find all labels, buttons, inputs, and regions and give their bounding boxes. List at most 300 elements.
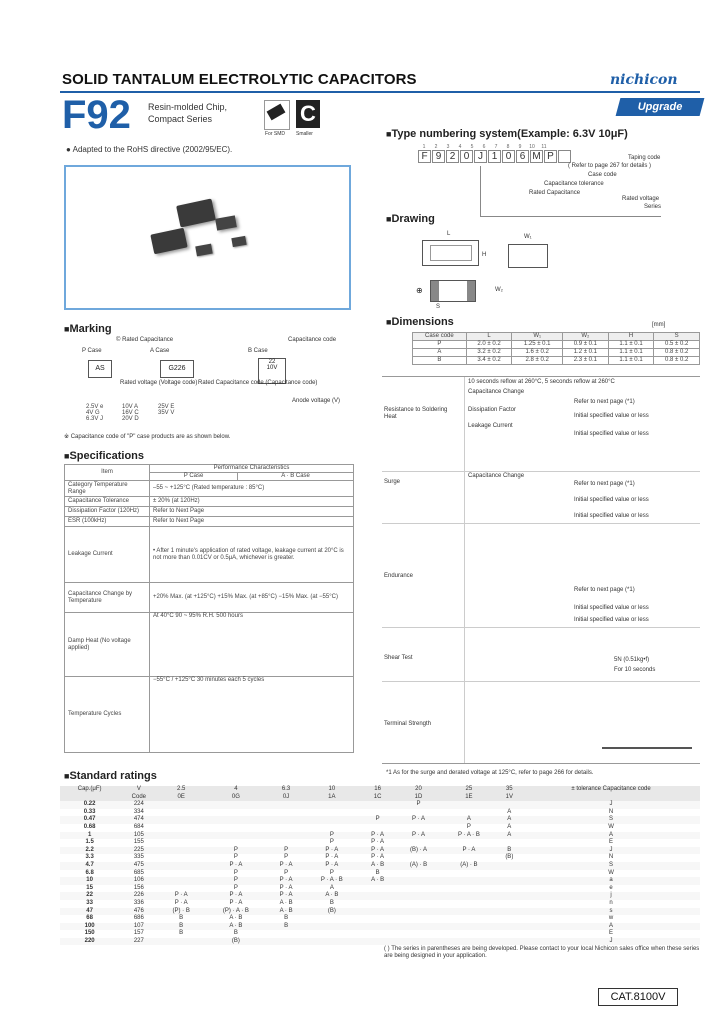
test-endurance: Endurance (384, 573, 414, 579)
ratings-cap-cell: 10 (60, 877, 119, 885)
ratings-value-cell (441, 870, 496, 878)
ratings-value-cell (396, 854, 442, 862)
ratings-code-cell: 224 (119, 801, 158, 809)
ratings-value-cell: A (441, 816, 496, 824)
ratings-vcode-header: 1E (441, 794, 496, 802)
test-resistance: Resistance to Soldering Heat (384, 407, 448, 420)
ratings-value-cell (268, 816, 304, 824)
test-initial-lc-3: Initial specified value or less (574, 617, 649, 623)
spec-val-cycles: −55°C / +125°C 30 minutes each 5 cycles (150, 677, 354, 753)
marking-capacitance-code: Capacitance code (288, 337, 337, 343)
type-number-index: 10 (529, 144, 535, 150)
ratings-value-cell: A · B (359, 862, 395, 870)
ratings-value-cell (441, 908, 496, 916)
ratings-value-cell (441, 877, 496, 885)
ratings-value-cell (304, 824, 359, 832)
test-initial-df-3: Initial specified value or less (574, 605, 649, 611)
ratings-value-cell: P · A (359, 832, 395, 840)
ratings-value-cell (204, 801, 268, 809)
ratings-value-cell: P · A (174, 899, 188, 906)
tests-footnote: *1 As for the surge and derated voltage at 125°C, refer to page 266 for details. (386, 770, 594, 776)
ratings-value-cell: n (609, 899, 613, 906)
dimensions-header-cell: S (654, 333, 700, 341)
spec-val-lc: • After 1 minute's application of rated voltage, leakage current at 20°C is not more than 0.01CV or 0.5μA, whichever is greater. (150, 527, 354, 583)
ratings-cap-cell: 0.68 (83, 823, 96, 830)
ratings-code-cell: 106 (119, 877, 158, 885)
voltage-code-entry: 2.5V e (86, 404, 104, 410)
ratings-cap-cell: 100 (60, 923, 119, 931)
type-number-char: P (544, 150, 557, 163)
rohs-text: Adapted to the RoHS directive (2002/95/EC). (72, 145, 233, 154)
ratings-value-cell (441, 930, 496, 938)
ratings-vcode-header: 1V (497, 794, 523, 802)
ratings-value-cell: A (497, 816, 523, 824)
ratings-value-cell: J (522, 938, 700, 946)
dimensions-header-cell: H (608, 333, 654, 341)
test-refer-2: Refer to next page (*1) (574, 481, 635, 487)
ratings-value-cell: P · A (304, 847, 359, 855)
drawing-heading: ■ Drawing (386, 213, 435, 225)
spec-val-esr: Refer to Next Page (150, 517, 354, 527)
ratings-value-cell: W (608, 823, 614, 830)
ratings-value-cell (396, 900, 442, 908)
ratings-value-cell (268, 938, 304, 946)
bullet-icon: ● (66, 145, 73, 154)
ratings-value-cell (497, 839, 523, 847)
ratings-cap-cell: 0.22 (60, 801, 119, 809)
test-initial-df-2: Initial specified value or less (574, 497, 649, 503)
ratings-value-cell: P (284, 869, 289, 876)
ratings-value-cell: B (329, 899, 334, 906)
ratings-value-cell (359, 824, 395, 832)
voltage-code-entry: 10V A (122, 404, 139, 410)
smaller-badge-icon: C (296, 100, 320, 128)
voltage-code-entry: 6.3V J (86, 416, 104, 422)
dimensions-cell: 1.2 ± 0.1 (563, 349, 609, 357)
ratings-code-cell: 227 (119, 938, 158, 946)
ratings-value-cell: P · A (396, 832, 442, 840)
smd-badge-icon (264, 100, 290, 130)
ratings-value-cell (158, 877, 204, 885)
voltage-code-entry: 4V G (86, 410, 100, 416)
ratings-value-cell (441, 923, 496, 931)
p-case-chip (88, 360, 112, 378)
ratings-voltage-header: 4 (204, 786, 268, 794)
dimensions-header-cell: Case code (413, 333, 467, 341)
taping-code-ref: ( Refer to page 267 for details ) (568, 163, 652, 169)
test-initial-df-1: Initial specified value or less (574, 413, 649, 419)
ratings-value-cell (441, 854, 496, 862)
ratings-value-cell (396, 908, 442, 916)
ratings-value-cell (359, 908, 395, 916)
ratings-value-cell (441, 900, 496, 908)
ratings-value-cell: B (179, 915, 184, 922)
ratings-value-cell: A (497, 832, 523, 840)
test-shear: Shear Test (384, 655, 413, 661)
ratings-value-cell: B (284, 915, 289, 922)
ratings-value-cell (359, 938, 395, 946)
dimensions-cell: 1.6 ± 0.2 (512, 349, 563, 357)
dimensions-header-cell: L (466, 333, 512, 341)
marking-note: ※ Capacitance code of "P" case products are as shown below. (64, 434, 231, 440)
dimensions-cell: 3.2 ± 0.2 (466, 349, 512, 357)
ratings-value-cell: P · A · B (304, 877, 359, 885)
b-case-code-1: 22 (268, 359, 276, 365)
ratings-value-cell (396, 885, 442, 893)
ratings-blank (60, 794, 119, 802)
ratings-vcode-header: 1C (359, 794, 395, 802)
spec-item-header: Item (65, 465, 150, 481)
ratings-value-cell: P · A (268, 892, 304, 900)
spec-val-temp: –55 ~ +125°C (Rated temperature : 85°C) (150, 481, 354, 497)
ratings-value-cell: P · A (279, 884, 293, 891)
ratings-value-cell: P · A · B (441, 832, 496, 840)
ratings-value-cell (158, 839, 204, 847)
ratings-value-cell: B (233, 930, 238, 937)
test-surge: Surge (384, 479, 401, 485)
terminal-strength-diagram (602, 717, 692, 749)
ratings-value-cell (158, 801, 204, 809)
ratings-value-cell: P (233, 854, 238, 861)
marking-rated-cap-code: Rated Capacitance code (Capacitance code) (198, 380, 318, 386)
dimensions-cell: 2.3 ± 0.1 (563, 357, 609, 365)
ratings-value-cell (497, 862, 523, 870)
ratings-code-cell: 156 (133, 884, 144, 891)
type-number-index: 1 (422, 144, 426, 150)
ratings-value-cell: P (284, 854, 289, 861)
ratings-v-header: V (119, 786, 158, 794)
ratings-code-cell: 686 (133, 915, 144, 922)
ratings-value-cell (497, 938, 523, 946)
a-case-chip (160, 360, 194, 378)
series-subtitle-2: Compact Series (148, 114, 213, 124)
series-name: F92 (62, 93, 131, 137)
ratings-cap-cell: 33 (86, 899, 93, 906)
ratings-cap-cell: 22 (60, 892, 119, 900)
ratings-value-cell: P (466, 823, 471, 830)
ratings-value-cell: (A) · B (396, 862, 442, 870)
a-case-code: G226 (168, 365, 186, 372)
spec-val-df: Refer to Next Page (150, 507, 354, 517)
ratings-value-cell (396, 930, 442, 938)
dimensions-cell: A (413, 349, 467, 357)
type-number-char: 0 (460, 150, 473, 163)
test-initial-lc-1: Initial specified value or less (574, 431, 649, 437)
ratings-value-cell: N (608, 808, 614, 815)
ratings-cap-cell: 3.3 (85, 854, 94, 861)
dimensions-cell: 2.8 ± 0.2 (512, 357, 563, 365)
dim-W2-label: W₂ (495, 287, 503, 293)
ratings-value-cell: e (609, 884, 613, 891)
type-number-char (558, 150, 571, 163)
ratings-cap-cell: 150 (84, 930, 95, 937)
header-rule (60, 91, 700, 93)
ratings-cap-cell: 4.7 (60, 862, 119, 870)
ratings-value-cell (204, 832, 268, 840)
ratings-value-cell: (B) · A (396, 847, 442, 855)
product-photo (64, 165, 351, 310)
ratings-value-cell: E (609, 930, 614, 937)
series-subtitle-1: Resin-molded Chip, (148, 102, 228, 112)
ratings-voltage-header: 16 (359, 786, 395, 794)
ratings-value-cell: J (522, 847, 700, 855)
specifications-heading: ■ Specifications (64, 450, 144, 462)
test-cap-change-2: Capacitance Change (468, 473, 525, 479)
ratings-value-cell: P · A (371, 839, 385, 846)
ratings-value-cell (359, 923, 395, 931)
ratings-code-cell: 226 (119, 892, 158, 900)
dimensions-cell: 0.8 ± 0.2 (654, 357, 700, 365)
smaller-badge-label: Smaller (296, 131, 313, 137)
ratings-value-cell: B (179, 930, 184, 937)
type-number-index: 6 (482, 144, 486, 150)
ratings-value-cell (204, 839, 268, 847)
dimensions-heading: ■ Dimensions (386, 316, 454, 328)
ratings-code-cell: 157 (133, 930, 144, 937)
test-lc-1: Leakage Current (468, 423, 513, 429)
spec-row-lc: Leakage Current (65, 527, 150, 583)
ratings-cap-cell: 68 (86, 915, 93, 922)
test-for-10s: For 10 seconds (614, 667, 656, 673)
ratings-value-cell: P (329, 869, 334, 876)
type-numbering-heading: ■ Type numbering system(Example: 6.3V 10μF) (386, 128, 628, 140)
ratings-code-cell: 225 (119, 847, 158, 855)
type-number-index: 3 (446, 144, 450, 150)
ratings-cap-cell: 1.5 (85, 839, 94, 846)
ratings-code-cell: 336 (133, 899, 144, 906)
ratings-value-cell (268, 930, 304, 938)
spec-val-capchange: +20% Max. (at +125°C) +15% Max. (at +85°C) −15% Max. (at −55°C) (150, 583, 354, 613)
type-number-index: 7 (494, 144, 498, 150)
ratings-cap-cell: 0.33 (83, 808, 96, 815)
ratings-code-cell: 105 (119, 832, 158, 840)
ratings-value-cell (396, 870, 442, 878)
ratings-voltage-header: 25 (441, 786, 496, 794)
ratings-value-cell (396, 824, 442, 832)
ratings-value-cell (497, 801, 523, 809)
ratings-value-cell (158, 938, 204, 946)
voltage-code-table (86, 404, 196, 422)
brand-logo: nichicon (610, 72, 678, 88)
ratings-voltage-header: 20 (396, 786, 442, 794)
ratings-value-cell (359, 892, 395, 900)
test-reflow-note: 10 seconds reflow at 260°C, 5 seconds reflow at 260°C (468, 379, 615, 385)
smd-badge-label: For SMD (265, 131, 285, 137)
ratings-value-cell: (P) · A · B (204, 908, 268, 916)
ratings-cap-cell: 2.2 (60, 847, 119, 855)
dimensions-cell: 0.5 ± 0.2 (654, 341, 700, 349)
dimensions-header-cell: W₂ (563, 333, 609, 341)
chip-small-2 (231, 236, 246, 247)
ratings-value-cell (359, 801, 395, 809)
ratings-cap-cell: 0.47 (60, 816, 119, 824)
ratings-value-cell: B (268, 923, 304, 931)
ratings-value-cell: N (608, 854, 614, 861)
ratings-value-cell: A (329, 884, 334, 891)
dimensions-cell: B (413, 357, 467, 365)
ratings-value-cell (441, 809, 496, 817)
ratings-value-cell (396, 839, 442, 847)
marking-rated-voltage-code: Rated voltage (Voltage code) (120, 380, 198, 386)
ratings-value-cell (396, 923, 442, 931)
test-terminal: Terminal Strength (384, 721, 432, 727)
ratings-value-cell (158, 870, 204, 878)
ratings-tol-header: ± tolerance Capacitance code (522, 786, 700, 794)
ratings-value-cell (158, 809, 204, 817)
dimensions-unit: [mm] (652, 322, 666, 328)
drawing-side (508, 244, 548, 268)
ratings-value-cell (158, 816, 204, 824)
ratings-value-cell (304, 809, 359, 817)
ratings-table (60, 786, 700, 945)
chip-medium (215, 215, 237, 230)
type-number-char: 9 (432, 150, 445, 163)
ratings-value-cell: P · A (441, 847, 496, 855)
ratings-value-cell: P · A (304, 862, 359, 870)
ratings-value-cell (304, 801, 359, 809)
ratings-cap-cell: 15 (86, 884, 93, 891)
anode-mark-icon: ⊕ (416, 286, 423, 295)
dimensions-cell: 1.1 ± 0.1 (608, 349, 654, 357)
dimensions-cell: 1.1 ± 0.1 (608, 341, 654, 349)
ratings-voltage-header: 2.5 (158, 786, 204, 794)
dimensions-table (412, 332, 700, 365)
ratings-value-cell (359, 900, 395, 908)
ratings-value-cell: A · B (304, 892, 359, 900)
marking-heading: ■ Marking (64, 323, 112, 335)
ratings-value-cell: w (608, 915, 614, 922)
marking-p-case: P Case (82, 348, 102, 354)
ratings-value-cell: A · B (268, 908, 304, 916)
type-number-char: 0 (502, 150, 515, 163)
ratings-value-cell: A (522, 923, 700, 931)
ratings-value-cell: A (507, 808, 512, 815)
ratings-value-cell: B (497, 847, 523, 855)
test-refer-1: Refer to next page (*1) (574, 399, 635, 405)
ratings-code-cell: 107 (119, 923, 158, 931)
type-number-index: 4 (458, 144, 462, 150)
ratings-value-cell: P (233, 869, 238, 876)
ratings-vcode-header: 1A (304, 794, 359, 802)
ratings-value-cell: P (396, 801, 442, 809)
upgrade-banner (616, 98, 705, 116)
drawing-bottom (430, 280, 476, 302)
ratings-code-header: Code (119, 794, 158, 802)
ratings-value-cell (396, 915, 442, 923)
spec-row-temp: Category Temperature Range (65, 481, 150, 497)
upgrade-label: Upgrade (637, 101, 683, 113)
marking-b-case: B Case (248, 348, 268, 354)
standard-ratings-heading: ■ Standard ratings (64, 770, 157, 782)
dim-W1-label: W₁ (524, 234, 532, 240)
ratings-blank (522, 794, 700, 802)
dim-L-label: L (447, 231, 451, 237)
spec-perf-header: Performance Characteristics (150, 465, 354, 473)
type-number-char: J (474, 150, 487, 163)
ratings-value-cell (497, 923, 523, 931)
ratings-value-cell: A · B (359, 877, 395, 885)
ratings-value-cell: P (304, 832, 359, 840)
dim-S-label: S (436, 304, 441, 310)
dimensions-header-cell: W₁ (512, 333, 563, 341)
ratings-value-cell (304, 930, 359, 938)
cap-tolerance-label: Capacitance tolerance (544, 181, 604, 187)
type-number-index: 9 (518, 144, 522, 150)
ratings-value-cell (204, 809, 268, 817)
ratings-value-cell (497, 892, 523, 900)
marking-anode-voltage: Anode voltage (V) (292, 398, 341, 404)
ratings-value-cell: P · A (158, 892, 204, 900)
ratings-cap-cell: 47 (60, 908, 119, 916)
spec-row-damp: Damp Heat (No voltage applied) (65, 613, 150, 677)
ratings-cap-header: Cap.(μF) (60, 786, 119, 794)
marking-rated-cap: © Rated Capacitance (116, 337, 174, 343)
dim-H-label: H (482, 252, 487, 258)
ratings-value-cell (497, 900, 523, 908)
ratings-value-cell (304, 938, 359, 946)
ratings-value-cell (497, 908, 523, 916)
spec-ab-case-header: A · B Case (238, 473, 354, 481)
ratings-value-cell (441, 801, 496, 809)
ratings-value-cell (268, 839, 304, 847)
ratings-value-cell (158, 862, 204, 870)
tests-table (382, 376, 700, 764)
ratings-value-cell (441, 885, 496, 893)
type-number-index: 8 (506, 144, 510, 150)
chip-small-1 (195, 244, 212, 257)
ratings-code-cell: 474 (119, 816, 158, 824)
ratings-value-cell (204, 824, 268, 832)
ratings-value-cell: A · B (279, 899, 293, 906)
ratings-value-cell: P · A (396, 816, 442, 824)
ratings-code-cell: 685 (133, 869, 144, 876)
dimensions-cell: P (413, 341, 467, 349)
ratings-value-cell (441, 892, 496, 900)
ratings-value-cell: s (522, 908, 700, 916)
ratings-value-cell: (A) · B (441, 862, 496, 870)
ratings-value-cell: (B) (505, 854, 514, 861)
ratings-value-cell: P · A (359, 847, 395, 855)
ratings-value-cell (268, 824, 304, 832)
spec-row-df: Dissipation Factor (120Hz) (65, 507, 150, 517)
type-number-index: 2 (434, 144, 438, 150)
ratings-value-cell: E (609, 839, 614, 846)
ratings-code-cell: 476 (119, 908, 158, 916)
type-number-char: 1 (488, 150, 501, 163)
ratings-footnote: ( ) The series in parentheses are being developed. Please contact to your local Nichicon sales office when these series are being designed in your application. (384, 946, 700, 959)
ratings-value-cell (497, 877, 523, 885)
ratings-value-cell: P · A (268, 862, 304, 870)
ratings-value-cell (204, 816, 268, 824)
test-df-1: Dissipation Factor (468, 407, 517, 413)
ratings-value-cell: A · B (204, 923, 268, 931)
spec-val-damp: At 40°C 90 ~ 95% R.H. 500 hours (150, 613, 354, 677)
ratings-vcode-header: 1D (396, 794, 442, 802)
p-case-code: AS (95, 365, 105, 372)
page-title: SOLID TANTALUM ELECTROLYTIC CAPACITORS (62, 71, 417, 88)
ratings-value-cell (304, 923, 359, 931)
dimensions-cell: 3.4 ± 0.2 (466, 357, 512, 365)
ratings-value-cell (158, 824, 204, 832)
type-number-boxes (418, 144, 572, 163)
ratings-value-cell (359, 930, 395, 938)
specifications-table (64, 464, 354, 753)
ratings-code-cell: 334 (133, 808, 144, 815)
type-number-char: 6 (516, 150, 529, 163)
ratings-value-cell (497, 930, 523, 938)
ratings-value-cell: (P) · B (158, 908, 204, 916)
ratings-value-cell: S (522, 816, 700, 824)
